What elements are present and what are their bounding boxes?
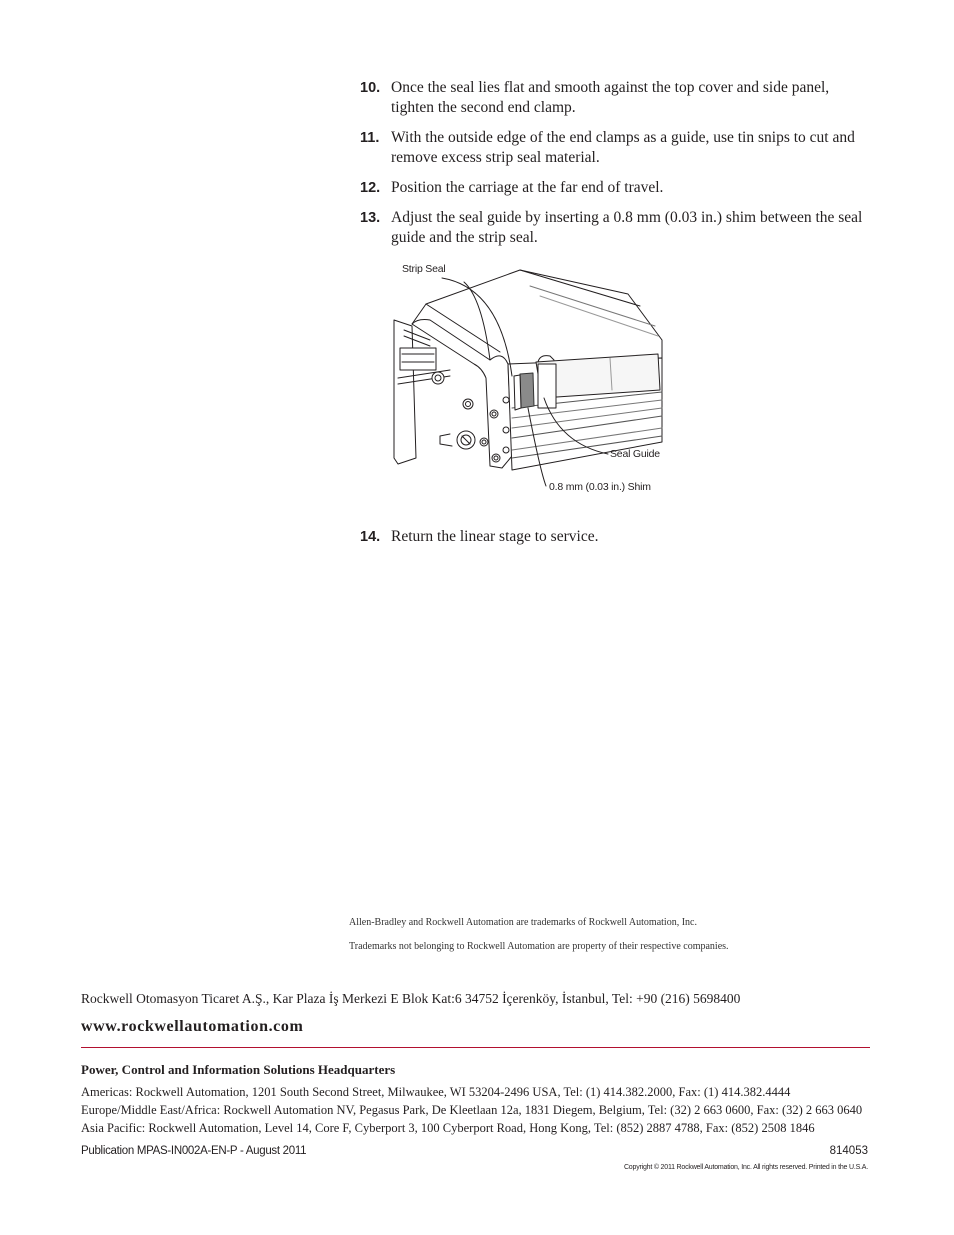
instruction-steps [360, 78, 875, 258]
step-number: 13. [360, 210, 381, 226]
step-number: 10. [360, 80, 381, 96]
copyright-notice: Copyright © 2011 Rockwell Automation, Inc. All rights reserved. Printed in the U.S.A. [623, 1164, 868, 1171]
step-text: Adjust the seal guide by inserting a 0.8 mm (0.03 in.) shim between the seal guide and the strip seal. [391, 209, 863, 246]
step-12 [360, 178, 875, 198]
callout-seal-guide: Seal Guide [610, 448, 660, 460]
trademark-disclaimer: Trademarks not belonging to Rockwell Automation are property of their respective companies. [349, 941, 729, 952]
trademark-notice: Allen-Bradley and Rockwell Automation are trademarks of Rockwell Automation, Inc. [349, 917, 697, 928]
publication-number: Publication MPAS-IN002A-EN-P - August 2011 [81, 1145, 307, 1157]
callout-shim: 0.8 mm (0.03 in.) Shim [549, 481, 651, 493]
address-emea: Europe/Middle East/Africa: Rockwell Automation NV, Pegasus Park, De Kleetlaan 12a, 1831 Diegem, Belgium, Tel: (32) 2 663 0600, Fax: (32) 2 663 0640 [81, 1103, 863, 1117]
step-text: Position the carriage at the far end of travel. [391, 179, 664, 196]
address-americas: Americas: Rockwell Automation, 1201 South Second Street, Milwaukee, WI 53204-2496 USA, Tel: (1) 414.382.2000, Fax: (1) 414.382.4444 [81, 1085, 791, 1099]
step-10 [360, 78, 875, 118]
website-link[interactable]: www.rockwellautomation.com [81, 1018, 304, 1035]
footer-divider [81, 1047, 870, 1048]
step-number: 14. [360, 529, 381, 545]
headquarters-heading: Power, Control and Information Solutions Headquarters [81, 1062, 396, 1077]
step-text: Once the seal lies flat and smooth against the top cover and side panel, tighten the second end clamp. [391, 79, 830, 116]
step-text: Return the linear stage to service. [391, 528, 599, 545]
turkey-office-address: Rockwell Otomasyon Ticaret A.Ş., Kar Plaza İş Merkezi E Blok Kat:6 34752 İçerenköy, İstanbul, Tel: +90 (216) 5698400 [81, 991, 741, 1006]
callout-strip-seal: Strip Seal [402, 263, 446, 275]
linear-stage-illustration [390, 258, 690, 503]
step-text: With the outside edge of the end clamps as a guide, use tin snips to cut and remove excess strip seal material. [391, 129, 855, 166]
linear-stage-drawing [390, 258, 690, 503]
address-asia-pacific: Asia Pacific: Rockwell Automation, Level 14, Core F, Cyberport 3, 100 Cyberport Road, Hong Kong, Tel: (852) 2887 4788, Fax: (852) 2508 1846 [81, 1121, 815, 1135]
step-13 [360, 208, 875, 248]
step-11 [360, 128, 875, 168]
document-code: 814053 [829, 1145, 868, 1157]
step-14 [360, 527, 906, 547]
step-number: 12. [360, 180, 381, 196]
step-number: 11. [360, 130, 380, 146]
